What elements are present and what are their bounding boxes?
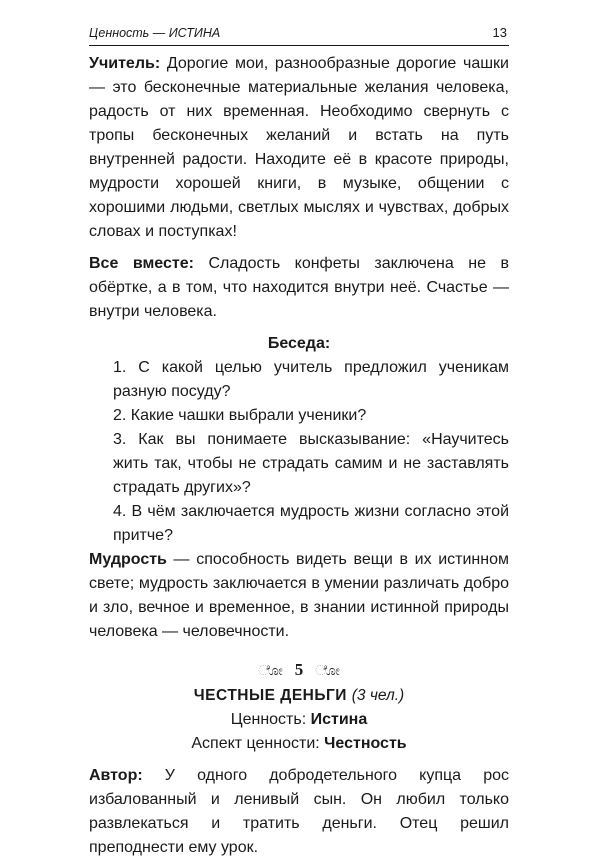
story-title-note: (3 чел.) — [351, 687, 405, 704]
wisdom-term: Мудрость — [89, 551, 167, 568]
running-header — [89, 26, 509, 46]
ornament-right-icon: ೋ — [315, 664, 340, 679]
value-line — [89, 708, 509, 732]
question-2: 2. Какие чашки выбрали ученики? — [113, 407, 367, 424]
speaker-author: Автор: — [89, 767, 143, 784]
aspect-line — [89, 732, 509, 756]
section-number: 5 — [294, 660, 304, 679]
wisdom-text: — способность видеть вещи в их истинном свете; мудрость заключается в умении различать добро и зло, вечное и временное, в знании истинной природы человека — человечности. — [89, 551, 509, 640]
wisdom-paragraph — [89, 548, 509, 644]
section-number-line — [89, 658, 509, 684]
value-label: Ценность: — [230, 711, 311, 728]
question-4: 4. В чём заключается мудрость жизни согласно этой притче? — [113, 503, 509, 544]
running-title: Ценность — ИСТИНА — [89, 26, 221, 40]
author-text: У одного добродетельного купца рос избалованный и ленивый сын. Он любил только развлекаться и тратить деньги. Отец решил преподнести ему урок. — [89, 767, 509, 856]
question-1: 1. С какой целью учитель предложил ученикам разную посуду? — [113, 359, 509, 400]
teacher-text: Дорогие мои, разнообразные дорогие чашки — это бесконечные материальные желания человека, радость от них временная. Необходимо свернуть с тропы бесконечных желаний и встать на путь внутренней радости. Находите её в красоте природы, мудрости хорошей книги, в музыке, общении с хорошими людьми, светлых мыслях и чувствах, добрых словах и поступках! — [89, 55, 509, 240]
value-text: Истина — [310, 711, 368, 728]
question-3: 3. Как вы понимаете высказывание: «Научитесь жить так, чтобы не страдать самим и не заставлять страдать других»? — [113, 431, 509, 496]
story-title-text: ЧЕСТНЫЕ ДЕНЬГИ — [193, 687, 347, 704]
story-title — [89, 684, 509, 708]
aspect-label: Аспект ценности: — [191, 735, 325, 752]
all-together-paragraph — [89, 252, 509, 324]
all-together-text: Сладость конфеты заключена не в обёртке, а в том, что находится внутри неё. Счастье — внутри человека. — [89, 255, 510, 320]
header-rule — [89, 45, 509, 46]
page-number: 13 — [492, 25, 507, 40]
discussion-heading: Беседа: — [267, 335, 331, 352]
aspect-text: Честность — [324, 735, 407, 752]
teacher-paragraph — [89, 52, 509, 244]
page-content — [89, 52, 509, 860]
ornament-left-icon: ೋ — [258, 664, 283, 679]
author-paragraph — [89, 764, 509, 860]
speaker-all-together: Все вместе: — [89, 255, 194, 272]
speaker-teacher: Учитель: — [89, 55, 161, 72]
